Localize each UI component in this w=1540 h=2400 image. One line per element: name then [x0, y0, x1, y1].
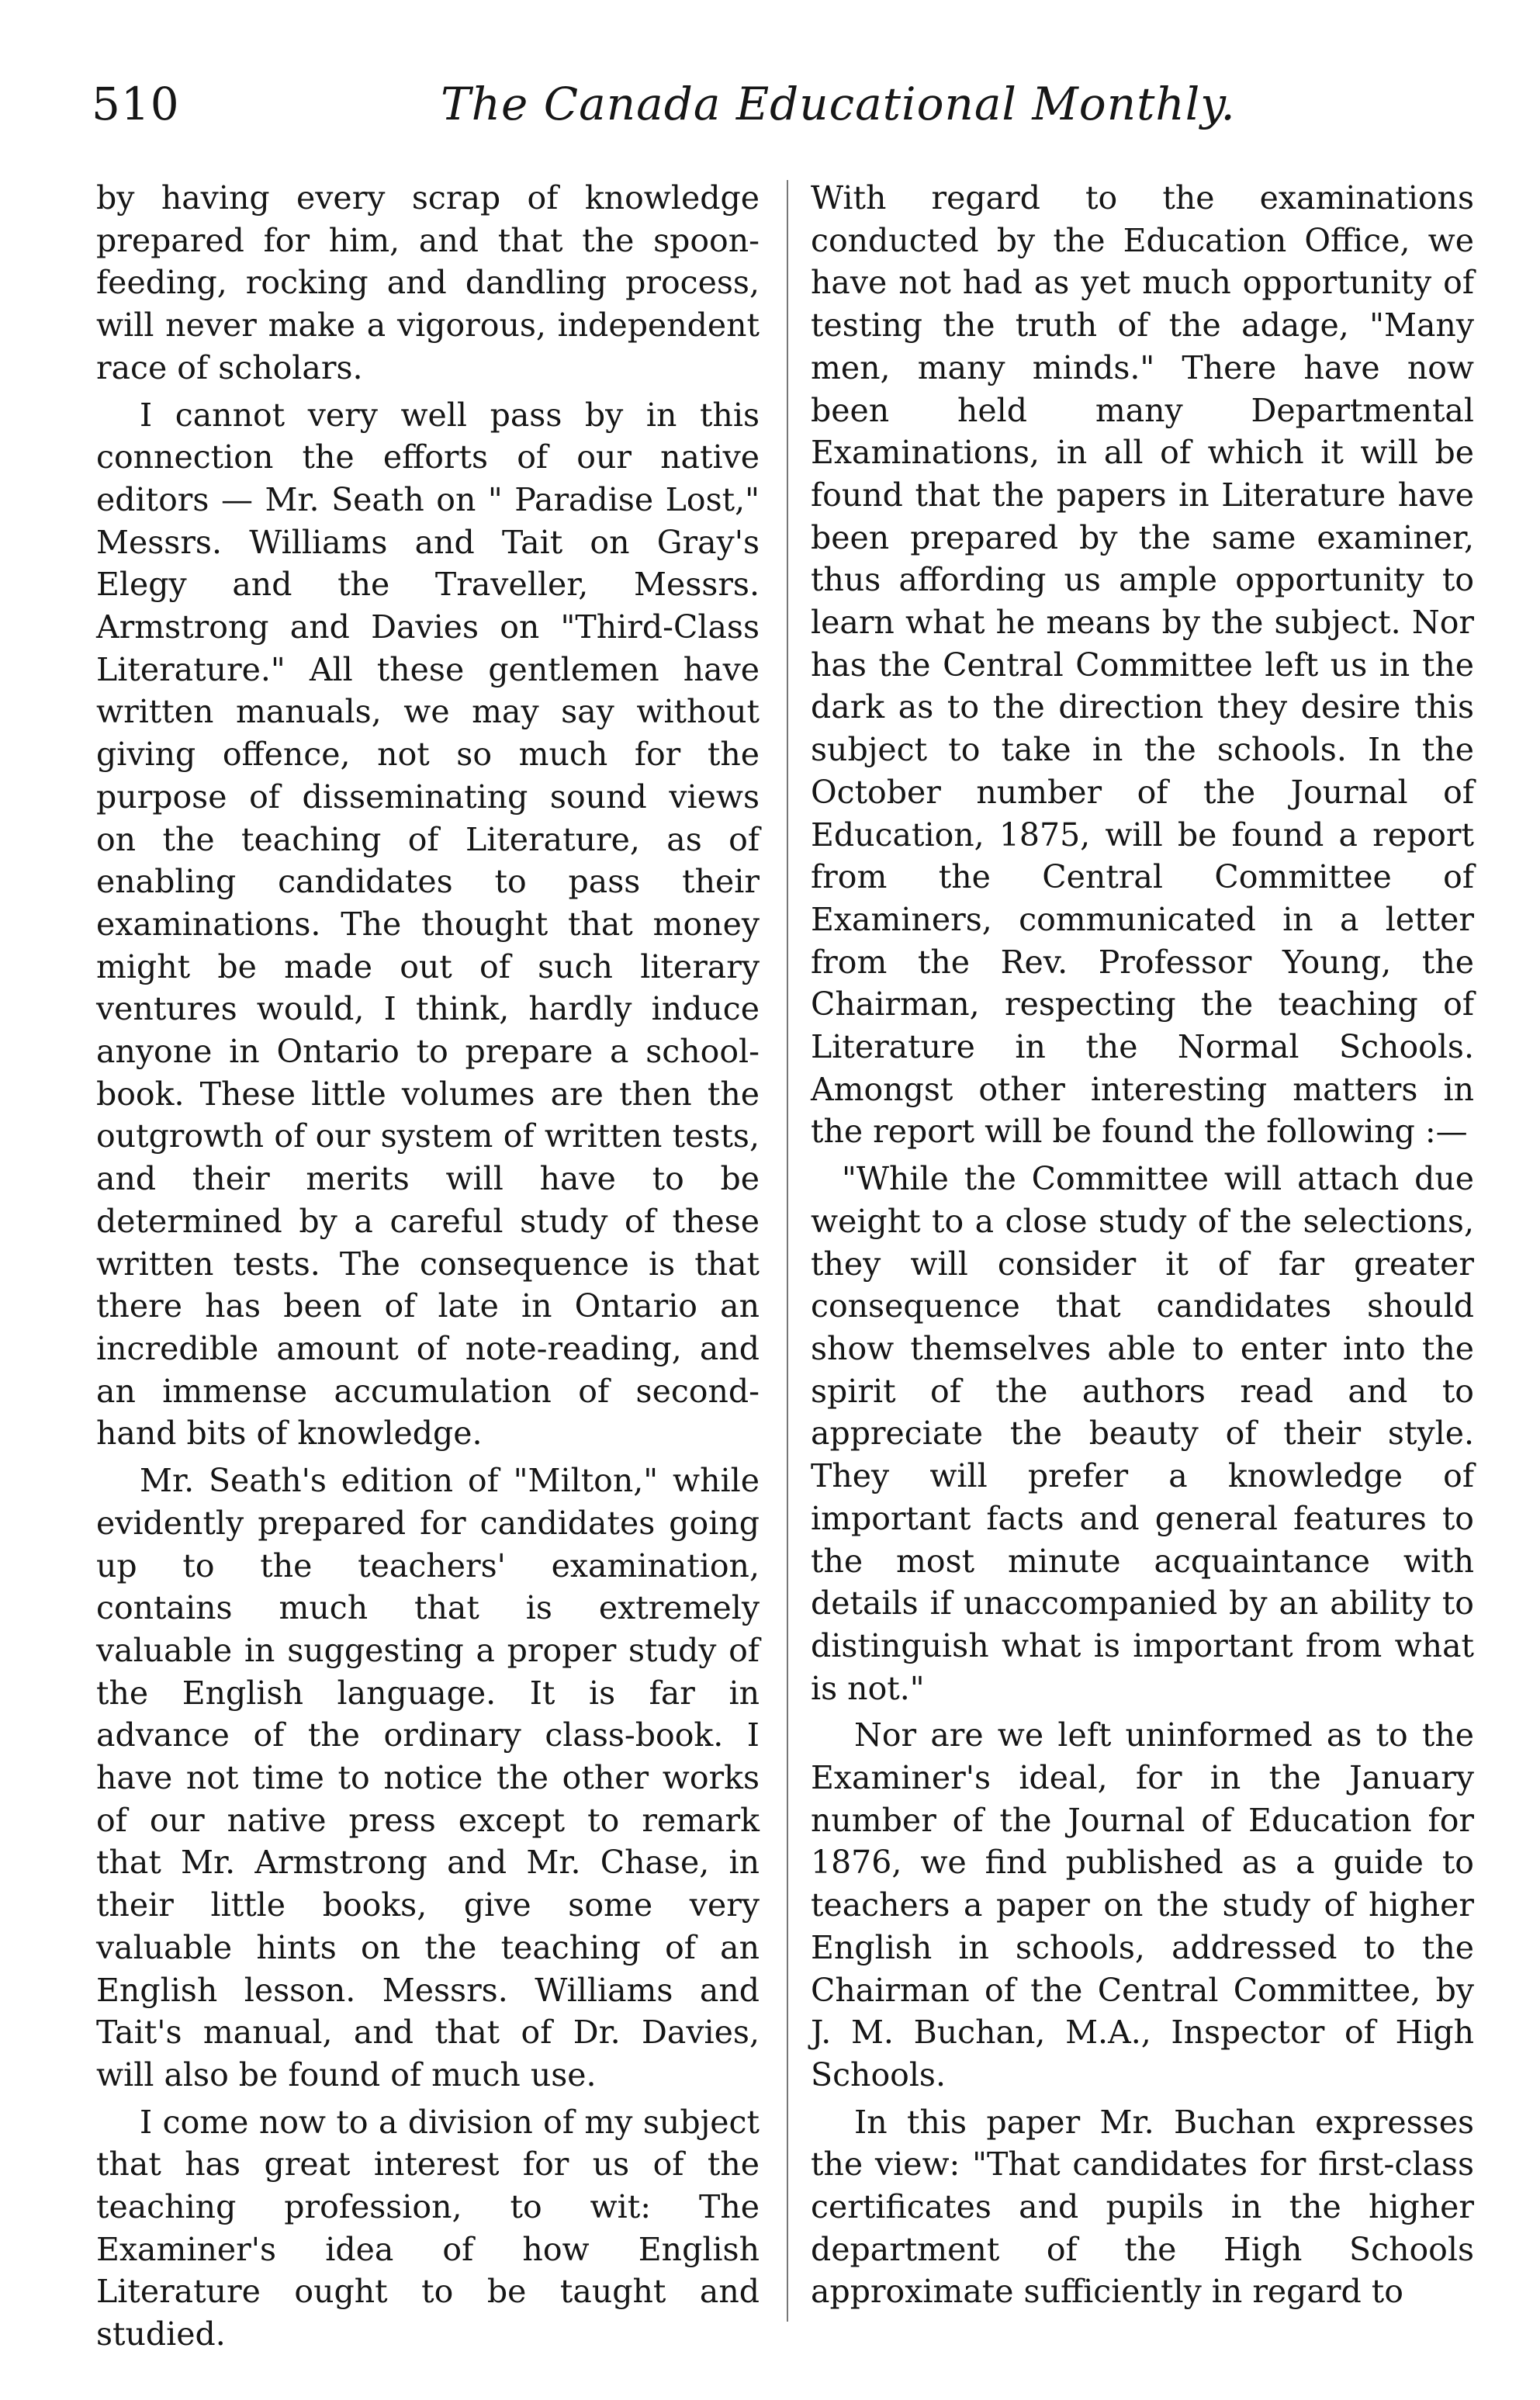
- paragraph: Mr. Seath's edition of "Milton," while evidently prepared for candidates going up to the teachers' examination, contains much that is extremely valuable in suggesting a proper study of the English language. It is far in advance of the ordinary class-book. I have not time to notice the other works of our native press except to remark that Mr. Armstrong and Mr. Chase, in their little books, give some very valuable hints on the teaching of an English lesson. Messrs. Williams and Tait's manual, and that of Dr. Davies, will also be found of much use.: [96, 1462, 760, 2094]
- paragraph: I cannot very well pass by in this connection the efforts of our native editors — Mr. Seath on " Paradise Lost," Messrs. Williams and Tait on Gray's Elegy and the Traveller, Messrs. Armstrong and Davies on "Third-Class Literature." All these gentlemen have written manuals, we may say without giving offence, not so much for the purpose of disseminating sound views on the teaching of Literature, as of enabling candidates to pass their examinations. The thought that money might be made out of such literary ventures would, I think, hardly induce anyone in Ontario to prepare a school-book. These little volumes are then the outgrowth of our system of written tests, and their merits will have to be determined by a careful study of these written tests. The consequence is that there has been of late in Ontario an incredible amount of note-reading, and an immense accumulation of second-hand bits of knowledge.: [96, 396, 760, 1453]
- paragraph: Nor are we left uninformed as to the Examiner's ideal, for in the January number of the Journal of Education for 1876, we find published as a guide to teachers a paper on the study of higher English in schools, addressed to the Chairman of the Central Committee, by J. M. Buchan, M.A., Inspector of High Schools.: [811, 1716, 1474, 2094]
- running-title: The Canada Educational Monthly.: [441, 78, 1236, 130]
- paragraph: I come now to a division of my subject that has great interest for us of the teaching profession, to wit: The Examiner's idea of how English Literature ought to be taught and studied.: [96, 2103, 760, 2353]
- paragraph: With regard to the examinations conducted by the Education Office, we have not had as yet much opportunity of testing the truth of the adage, "Many men, many minds." There have now been held many Departmental Examinations, in all of which it will be found that the papers in Literature have been prepared by the same examiner, thus affording us ample opportunity to learn what he means by the subject. Nor has the Central Committee left us in the dark as to the direction they desire this subject to take in the schools. In the October number of the Journal of Education, 1875, will be found a report from the Central Committee of Examiners, communicated in a letter from the Rev. Professor Young, the Chairman, respecting the teaching of Literature in the Normal Schools. Amongst other interesting matters in the report will be found the following :—: [811, 179, 1474, 1151]
- column-divider: [787, 180, 788, 2322]
- paragraph: In this paper Mr. Buchan expresses the view: "That candidates for first-class certificates and pupils in the higher department of the High Schools approximate sufficiently in regard to: [811, 2103, 1474, 2311]
- left-column: [96, 177, 760, 2360]
- quotation: "While the Committee will attach due weight to a close study of the selections, they will consider it of far greater consequence that candidates should show themselves able to enter into the spirit of the authors read and to appreciate the beauty of their style. They will prefer a knowledge of important facts and general features to the most minute acquaintance with details if unaccompanied by an ability to distinguish what is important from what is not.": [811, 1160, 1474, 1707]
- page-header: [92, 78, 1488, 147]
- paragraph: by having every scrap of knowledge prepared for him, and that the spoon-feeding, rocking and dandling process, will never make a vigorous, independent race of scholars.: [96, 179, 760, 386]
- right-column: [811, 177, 1474, 2318]
- page-number: 510: [92, 78, 180, 130]
